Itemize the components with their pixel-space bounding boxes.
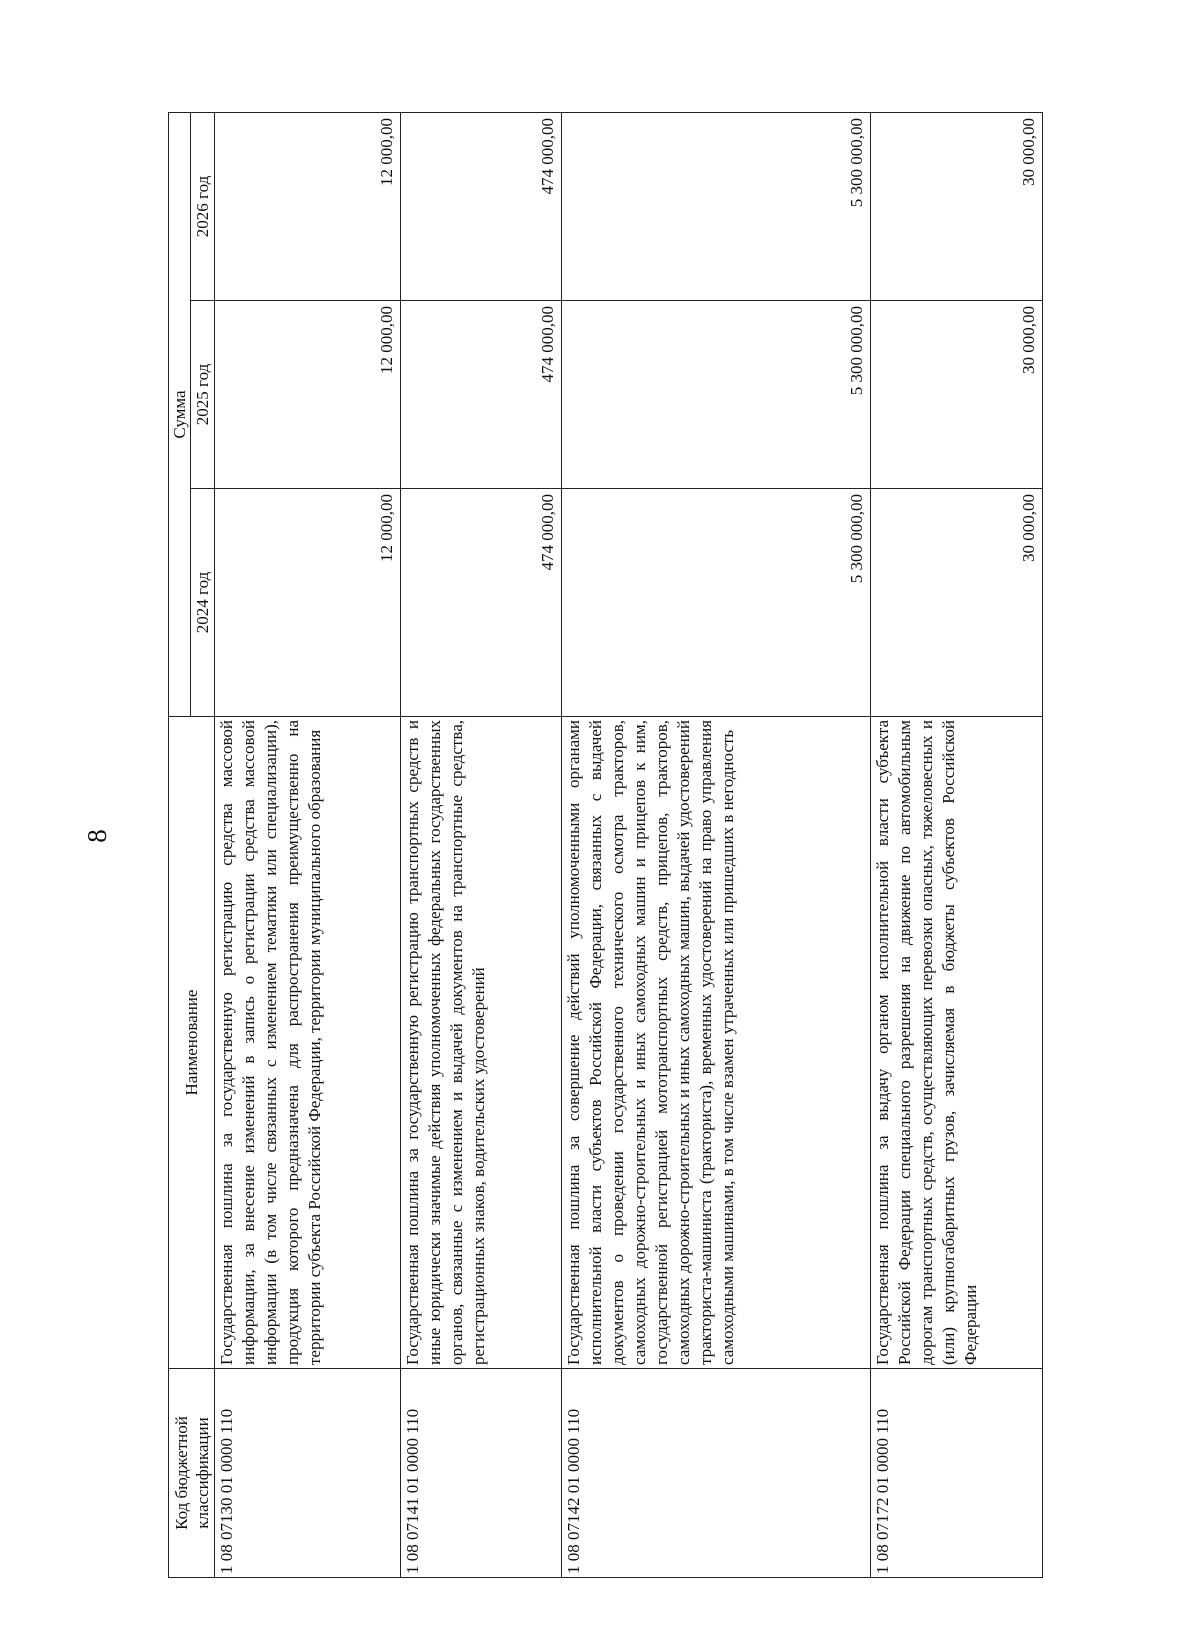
- budget-table-container: [168, 113, 1043, 1578]
- amount-2026-cell: 474 000,00: [401, 113, 562, 301]
- amount-2025-cell: 12 000,00: [215, 301, 401, 489]
- name-cell: Государственная пошлина за государственную регистрацию транспортных средств и иные юридически значимые действия уполномоченных федеральных государственных органов, связанные с изменением и выдачей документов на транспортные средства, регистрационных знаков, водительских удостоверений: [401, 717, 562, 1369]
- amount-2026-cell: 12 000,00: [215, 113, 401, 301]
- budget-code-cell: 1 08 07141 01 0000 110: [401, 1369, 562, 1578]
- amount-2024-cell: 5 300 000,00: [562, 489, 871, 717]
- amount-2025-cell: 5 300 000,00: [562, 301, 871, 489]
- header-name: Наименование: [169, 717, 215, 1369]
- page-number: 8: [82, 829, 112, 843]
- header-year-2026: 2026 год: [191, 113, 215, 301]
- header-year-2025: 2025 год: [191, 301, 215, 489]
- budget-code-cell: 1 08 07142 01 0000 110: [562, 1369, 871, 1578]
- name-cell: Государственная пошлина за совершение действий уполномоченными органами исполнительной власти субъектов Российской Федерации, связанных с выдачей документов о проведении государственного технического осмотра тракторов, самоходных дорожно-строительных и иных самоходных машин и прицепов к ним, государственной регистрацией мототранспортных средств, прицепов, тракторов, самоходных дорожно-строительных и иных самоходных машин, выдачей удостоверений тракториста-машиниста (тракториста), временных удостоверений на право управления самоходными машинами, в том числе взамен утраченных или пришедших в негодность: [562, 717, 871, 1369]
- header-year-2024: 2024 год: [191, 489, 215, 717]
- table-row: [215, 113, 401, 1578]
- amount-2024-cell: 12 000,00: [215, 489, 401, 717]
- budget-code-cell: 1 08 07130 01 0000 110: [215, 1369, 401, 1578]
- header-sum: Сумма: [169, 113, 191, 717]
- amount-2026-cell: 30 000,00: [871, 113, 1043, 301]
- amount-2024-cell: 30 000,00: [871, 489, 1043, 717]
- amount-2024-cell: 474 000,00: [401, 489, 562, 717]
- table-row: [562, 113, 871, 1578]
- amount-2025-cell: 30 000,00: [871, 301, 1043, 489]
- table-row: [871, 113, 1043, 1578]
- amount-2026-cell: 5 300 000,00: [562, 113, 871, 301]
- table-row: [401, 113, 562, 1578]
- budget-table: [168, 112, 1043, 1578]
- budget-table-rotated: [168, 113, 1043, 1578]
- name-cell: Государственная пошлина за государственную регистрацию средства массовой информации, за внесение изменений в запись о регистрации средства массовой информации (в том числе связанных с изменением тематики или специализации), продукция которого предназначена для распространения преимущественно на территории субъекта Российской Федерации, территории муниципального образования: [215, 717, 401, 1369]
- budget-code-cell: 1 08 07172 01 0000 110: [871, 1369, 1043, 1578]
- name-cell: Государственная пошлина за выдачу органом исполнительной власти субъекта Российской Федерации специального разрешения на движение по автомобильным дорогам транспортных средств, осуществляющих перевозки опасных, тяжеловесных и (или) крупногабаритных грузов, зачисляемая в бюджеты субъектов Российской Федерации: [871, 717, 1043, 1369]
- amount-2025-cell: 474 000,00: [401, 301, 562, 489]
- header-code: Код бюджетной классификации: [169, 1369, 215, 1578]
- header-row: [169, 113, 191, 1578]
